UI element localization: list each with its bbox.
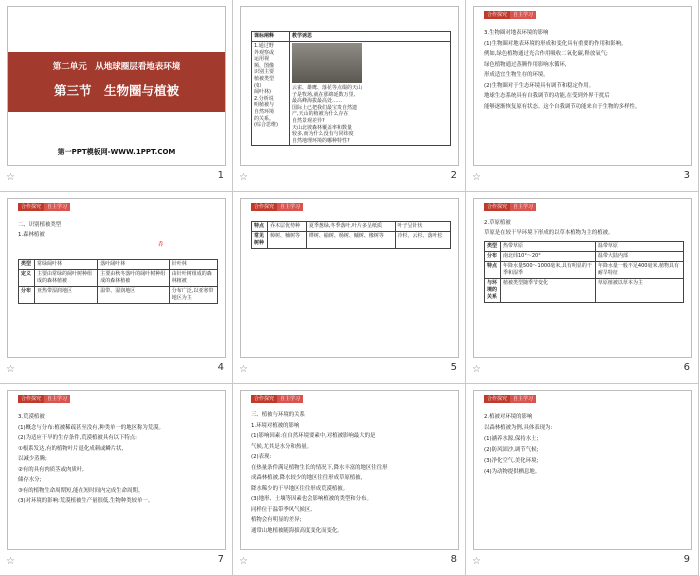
table-cell: 特点 (485, 262, 501, 279)
slide-thumbnail-3[interactable] (473, 6, 692, 166)
table-cell: 特点 (252, 222, 268, 232)
slide-footer (233, 167, 465, 191)
text-line: 自然环境 (254, 108, 275, 115)
table-row (485, 279, 684, 303)
tag-cooperation: 合作探究 (18, 203, 44, 211)
table-cell: 年降水量500～1000毫米,具有明显的干季和湿季 (501, 262, 596, 279)
slide-cell-8[interactable] (233, 384, 466, 576)
text-line: (2)生物圈对于生态环境具有调节和稳定作用。 (484, 82, 595, 89)
text-line: (1)生物圈对地表环境的形成和变化具有重要的作用和影响。 (484, 40, 627, 47)
section-title: 第三节 生物圈与植被 (53, 83, 179, 98)
table-cell: 落叶阔叶林 (98, 260, 170, 270)
table-cell: 草原植被以草本为主 (595, 279, 683, 303)
text-line: 气候,尤其是水分和热量。 (251, 443, 313, 450)
slide-thumbnail-2[interactable] (240, 6, 459, 166)
tag-self-study: 自主学习 (510, 11, 536, 19)
table-cell: 亚热带湿润地区 (35, 287, 98, 304)
text-line: 运用视 (254, 56, 270, 63)
text-line: (3)净化空气,美化环境; (484, 458, 539, 464)
text-line: 3.生物圈对地表环境的影响 (484, 30, 549, 36)
text-line: (2)防风固沙,调节气候; (484, 447, 539, 453)
text-line: 同样位于温带季风气候区, (251, 506, 313, 513)
text-line: 3.荒漠植被 (18, 414, 45, 420)
tag-cooperation: 合作探究 (251, 395, 277, 403)
table-cell: 叶子呈针状 (395, 222, 450, 232)
text-line: 1.森林植被 (18, 232, 45, 238)
slide-thumbnail-6[interactable] (473, 198, 692, 358)
text-line: 1.通过野 (254, 43, 274, 49)
text-line: 例如,绿色植物通过光合作用吸收二氧化碳,释放氧气; (484, 51, 608, 57)
text-line: 产,天山的植被为什么存在 (292, 111, 349, 118)
star-icon[interactable]: ☆ (472, 172, 481, 183)
table-row (252, 222, 451, 232)
text-line: 三、植被与环境的关系 (251, 412, 305, 418)
text-line: ①根系发达,有的植物叶片退化成刺或鳞片状, (18, 445, 124, 452)
star-icon[interactable]: ☆ (239, 556, 248, 567)
text-line: 地球生态系统具有自我调节的功能,在受到外界干扰后 (484, 93, 610, 99)
table-cell: 温带大陆内部 (595, 252, 683, 262)
text-line: 以减少蒸腾; (18, 456, 47, 462)
table-cell: 针叶林 (169, 260, 217, 270)
slide-footer (466, 167, 698, 191)
text-line: (综合思维) (254, 122, 278, 129)
slide-footer (466, 551, 698, 575)
text-line: 能够逐渐恢复原有状态。这个自我调节功能来自于生物的多样性。 (484, 103, 641, 110)
head-right: 教学诱思 (290, 32, 451, 42)
table-cell: 乔木层优势种 (268, 222, 307, 232)
text-line: 识别主要 (254, 69, 275, 76)
inquiry-text (292, 85, 448, 144)
star-icon[interactable]: ☆ (6, 556, 15, 567)
slide-cell-4[interactable] (0, 192, 233, 384)
standards-table (251, 31, 451, 146)
table-cell: 温带、湿润地区 (98, 287, 170, 304)
slide-footer (0, 359, 232, 383)
slide-thumbnail-4[interactable] (7, 198, 226, 358)
slide-number: 5 (450, 362, 457, 373)
table-cell: 分布广泛,以亚寒带地区为主 (169, 287, 217, 304)
inquiry-cell (290, 42, 451, 146)
text-line: 通常山地植被随海拔高度变化而变化。 (251, 527, 343, 534)
slide-thumbnail-5[interactable] (240, 198, 459, 358)
star-icon[interactable]: ☆ (239, 172, 248, 183)
text-line: 频、图像 (254, 62, 275, 69)
grassland-table (484, 241, 684, 303)
slide-number: 7 (217, 554, 224, 565)
table-cell: 植被类型随季节变化 (501, 279, 596, 303)
site-watermark: 第一PPT模板网-WWW.1PPT.COM (57, 148, 176, 156)
text-line: 成森林植被,降水较少的地区往往形成草原植被, (251, 475, 363, 481)
tag-cooperation: 合作探究 (484, 203, 510, 211)
table-cell: 由针叶树组成的森林植被 (169, 270, 217, 287)
text-line: (1)影响因素:在自然环境要素中,对植被影响最大的是 (251, 433, 376, 439)
slide-number: 3 (683, 170, 690, 181)
star-icon[interactable]: ☆ (6, 172, 15, 183)
text-line: 2.分析说 (254, 95, 274, 102)
text-line: 阔叶林) (254, 89, 271, 96)
table-cell: 常绿阔叶林 (35, 260, 98, 270)
text-line: 最高峰海拔最高处…… (292, 98, 343, 105)
table-cell: 温带草原 (595, 242, 683, 252)
text-line: 降水稀少的干旱地区往往形成荒漠植被。 (251, 485, 349, 492)
table-row (485, 252, 684, 262)
text-line: 云雀、雄鹰、落花等点缀的天山 (292, 85, 363, 91)
slide-number: 2 (450, 170, 457, 181)
slide-cell-5[interactable] (233, 192, 466, 384)
table-row (19, 260, 218, 270)
standards-text (252, 42, 290, 146)
text-line: 明植被与 (254, 102, 275, 109)
text-line: 绿色植物通过蒸腾作用影响水循环, (484, 61, 567, 68)
unit-title: 第二单元 从地球圈层看地表环境 (52, 62, 181, 72)
table-row (19, 270, 218, 287)
slide-thumbnail-8[interactable] (240, 390, 459, 550)
text-line: 植被类型 (254, 75, 275, 82)
text-line: (1)涵养水源,保持水土; (484, 436, 539, 442)
table-cell: 分布 (19, 287, 35, 304)
star-icon[interactable]: ☆ (6, 364, 15, 375)
text-line: 草原是在较干旱环境下形成的以草本植物为主的植被。 (484, 230, 614, 236)
text-line: (如 (254, 82, 261, 89)
text-line: ②有的具有肉质茎或肉质叶, (18, 466, 84, 473)
table-cell: 樟树、楠树等 (268, 232, 307, 249)
text-line: 储存水分; (18, 477, 42, 483)
slide-cell-6[interactable] (466, 192, 699, 384)
text-line: 外观察或 (254, 49, 275, 56)
text-line: 的关系。 (254, 115, 275, 122)
head-left: 课标阐释 (252, 32, 290, 42)
text-line: (4)为动物提供栖息地。 (484, 469, 541, 475)
text-line: 自然地理环境的哪种特性? (292, 137, 350, 144)
star-icon[interactable]: ☆ (239, 364, 248, 375)
slide-footer (0, 551, 232, 575)
tag-cooperation: 合作探究 (484, 11, 510, 19)
slide-footer (466, 359, 698, 383)
text-line: 子是牧场,就在那绵延数万里, (292, 91, 356, 98)
slide-number: 1 (217, 170, 224, 181)
table-cell: 类型 (19, 260, 35, 270)
text-line: 国际上已把我们最宝贵自然遗 (292, 104, 358, 111)
text-line: (1)概念与分布:植被稀疏甚至没有,种类单一的地区称为荒漠。 (18, 424, 164, 431)
table-row (485, 242, 684, 252)
table-cell: 与环境的关系 (485, 279, 501, 303)
table-row (19, 287, 218, 304)
slide-cell-3[interactable] (466, 0, 699, 192)
tag-self-study: 自主学习 (277, 395, 303, 403)
text-line: (2)为适应干旱的生存条件,荒漠植被具有以下特点: (18, 435, 137, 441)
text-line: 2.植被对环境的影响 (484, 414, 533, 420)
text-line: (3)地形、土壤等因素也会影响植被的类型和分布。 (251, 496, 372, 502)
tag-cooperation: 合作探究 (484, 395, 510, 403)
table-cell: 桦树、榆树、杨树、槭树、橡树等 (306, 232, 395, 249)
tag-self-study: 自主学习 (44, 395, 70, 403)
text-line: 二、识别植被类型 (18, 222, 62, 228)
slide-thumbnail-9[interactable] (473, 390, 692, 550)
table-cell: 主要由秋冬落叶的阔叶树种组成的森林植被 (98, 270, 170, 287)
slide-cell-9[interactable] (466, 384, 699, 576)
table-cell: 年降水量一般不足400毫米,植物具有耐旱特征 (595, 262, 683, 279)
table-row (252, 232, 451, 249)
slide-thumbnail-1[interactable] (7, 6, 226, 166)
slide-footer (0, 167, 232, 191)
star-icon[interactable]: ☆ (472, 364, 481, 375)
tag-self-study: 自主学习 (510, 395, 536, 403)
table-cell: 南北纬10°～20° (501, 252, 596, 262)
slide-number: 8 (450, 554, 457, 565)
text-line: 1.环境对植被的影响 (251, 422, 300, 429)
slide-cell-1[interactable] (0, 0, 233, 192)
tag-self-study: 自主学习 (277, 203, 303, 211)
text-line: 植物会有明显的差异; (251, 517, 302, 523)
slide-cell-7[interactable] (0, 384, 233, 576)
table-cell: 夏季葱绿,冬季落叶,叶片多呈纸质 (306, 222, 395, 232)
slide-thumbnail-7[interactable] (7, 390, 226, 550)
text-line: 2.草原植被 (484, 220, 511, 226)
text-line: (3)对环境的影响:荒漠植被生产量很低,生物种类较单一。 (18, 498, 154, 504)
forest-table (18, 259, 218, 304)
table-cell: 常见树种 (252, 232, 268, 249)
text-line: ③有的植物生命周期短,能在短时间内完成生命周期。 (18, 487, 144, 494)
table-cell: 定义 (19, 270, 35, 287)
table-cell: 热带草原 (501, 242, 596, 252)
slide-footer (233, 551, 465, 575)
text-line: 自然景观差异? (292, 117, 325, 124)
text-line: (2)表现: (251, 454, 272, 460)
slide-cell-2[interactable] (233, 0, 466, 192)
table-cell: 主要由常绿的阔叶树种组成的森林植被 (35, 270, 98, 287)
text-line: 天山北坡森林覆盖率和数量 (292, 124, 353, 131)
text-line: 形成适宜生物生存的环境。 (484, 72, 549, 78)
forest-features-table (251, 221, 451, 249)
slide-number: 9 (683, 554, 690, 565)
table-cell: 冷杉、云杉、落叶松 (395, 232, 450, 249)
text-line: 以森林植被为例,具体表现为: (484, 425, 553, 431)
tag-cooperation: 合作探究 (251, 203, 277, 211)
slide-footer (233, 359, 465, 383)
highlight-mark: 乔 (158, 242, 164, 248)
mountain-photo (292, 43, 362, 83)
tag-cooperation: 合作探究 (18, 395, 44, 403)
text-line: 较多,而为什么没有与同纬度 (292, 131, 354, 138)
text-line: 在热量条件满足植物生长的情况下,降水丰富的地区往往形 (251, 464, 388, 471)
slide-number: 6 (683, 362, 690, 373)
star-icon[interactable]: ☆ (472, 556, 481, 567)
slide-number: 4 (217, 362, 224, 373)
table-cell: 类型 (485, 242, 501, 252)
table-row (485, 262, 684, 279)
tag-self-study: 自主学习 (510, 203, 536, 211)
tag-self-study: 自主学习 (44, 203, 70, 211)
table-cell: 分布 (485, 252, 501, 262)
